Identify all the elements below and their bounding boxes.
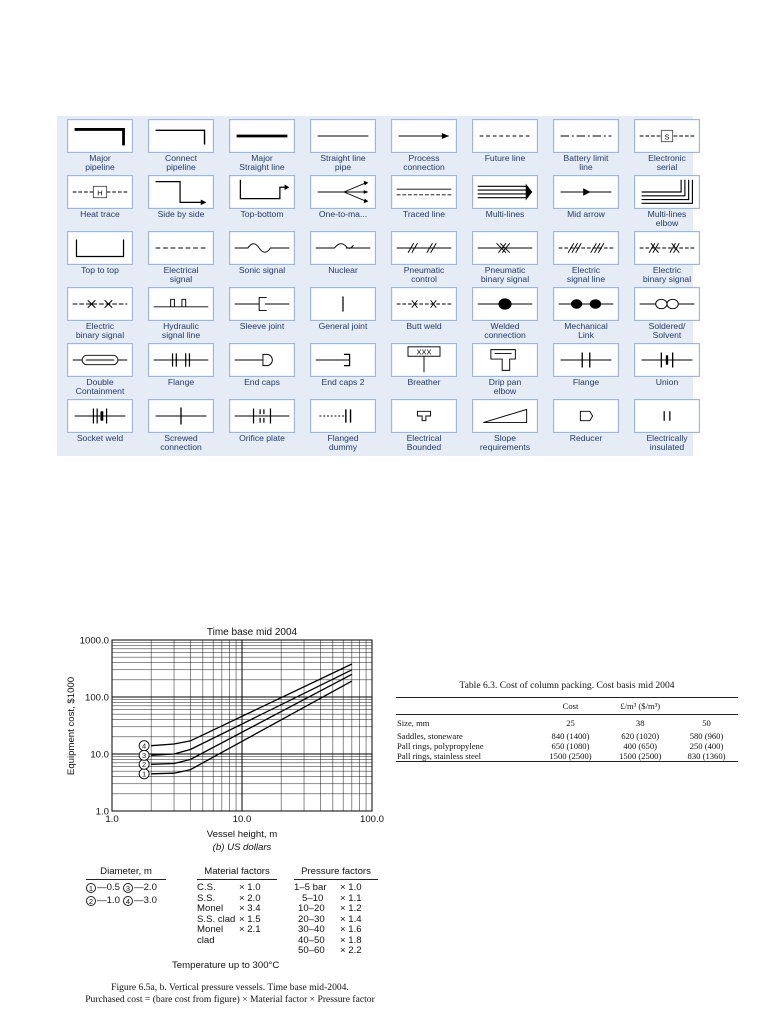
- material-factors: [197, 866, 277, 946]
- x-axis-label: Vessel height, m: [206, 829, 278, 840]
- cell-value: 250 (400): [689, 741, 724, 751]
- palette-item-label: End caps 2: [321, 377, 365, 387]
- table-row: [396, 741, 738, 751]
- material-name: S.S. clad: [197, 913, 236, 925]
- diameter-heading: Diameter, m: [86, 866, 166, 880]
- palette-item-electrical-bounded[interactable]: [385, 399, 463, 453]
- screwed-connection-icon: [149, 400, 213, 432]
- series-label-3: 3: [142, 751, 147, 761]
- size-38: 38: [635, 718, 645, 728]
- electric-binary-signal-icon: [635, 232, 699, 264]
- palette-item-top-to-top[interactable]: [61, 231, 139, 285]
- orifice-plate-icon: [230, 400, 294, 432]
- size-50: 50: [702, 718, 711, 728]
- table-caption: Table 6.3. Cost of column packing. Cost basis mid 2004: [459, 680, 675, 691]
- palette-item-soldered-solvent[interactable]: [628, 287, 706, 341]
- electrically-insulated-icon: [635, 400, 699, 432]
- palette-item-label: Reducer: [569, 433, 603, 443]
- pressure-range: 5–10: [302, 892, 324, 904]
- drip-pan-elbow-icon: [473, 344, 537, 376]
- palette-item-one-to-many[interactable]: [304, 175, 382, 229]
- palette-item-flanged-dummy[interactable]: [304, 399, 382, 453]
- chart-subtitle: (b) US dollars: [212, 842, 272, 852]
- palette-item-label: Drip pan elbow: [488, 377, 522, 396]
- palette-item-label: Soldered/ Solvent: [648, 321, 686, 340]
- diameter-row: [86, 896, 166, 907]
- palette-item-heat-trace[interactable]: [61, 175, 139, 229]
- electrical-bounded-icon: [392, 400, 456, 432]
- palette-item-butt-weld[interactable]: [385, 287, 463, 341]
- table-row: [396, 751, 738, 762]
- pressure-range: 50–60: [298, 945, 325, 956]
- cell-value: 580 (960): [689, 731, 724, 741]
- palette-item-breather[interactable]: [385, 343, 463, 397]
- palette-item-label: Straight line pipe: [320, 153, 366, 172]
- material-name: Monel: [197, 903, 224, 914]
- sonic-signal-icon: [230, 232, 294, 264]
- y-tick-label: 100.0: [84, 692, 109, 704]
- palette-item-connect-pipeline[interactable]: [142, 119, 220, 173]
- y-tick-label: 1000.0: [79, 635, 109, 647]
- end-caps-icon: [230, 344, 294, 376]
- row-name: Saddles, stoneware: [397, 731, 463, 741]
- general-joint-icon: [311, 288, 375, 320]
- flange-icon: [149, 344, 213, 376]
- curve-number-badge: 2: [86, 896, 96, 906]
- diameter-value: —1.0: [97, 894, 120, 906]
- palette-item-major-pipeline[interactable]: [61, 119, 139, 173]
- material-heading: Material factors: [197, 866, 277, 880]
- reducer-icon: [554, 400, 618, 432]
- pressure-factor: × 1.2: [340, 903, 362, 914]
- palette-item-sleeve-joint[interactable]: [223, 287, 301, 341]
- diameter-row: [86, 883, 166, 894]
- palette-item-label: Side by side: [157, 209, 205, 219]
- figure-caption: [60, 982, 400, 1006]
- palette-item-label: Electrical Bounded: [406, 433, 442, 452]
- flange-2-icon: [554, 344, 618, 376]
- header-cost: Cost: [562, 701, 579, 711]
- pressure-heading: Pressure factors: [294, 866, 378, 880]
- pressure-factor: × 1.6: [340, 924, 362, 935]
- column-packing-cost-table: [396, 680, 738, 762]
- row-name: Pall rings, stainless steel: [397, 751, 482, 761]
- side-by-side-icon: [149, 176, 213, 208]
- palette-item-label: Electric signal line: [566, 265, 606, 284]
- breather-icon: [392, 344, 456, 376]
- palette-item-reducer[interactable]: [547, 399, 625, 453]
- diameter-value: —2.0: [134, 882, 157, 893]
- series-label-4: 4: [142, 741, 147, 751]
- palette-item-label: Flange: [167, 377, 195, 387]
- palette-item-label: Butt weld: [406, 321, 442, 331]
- y-tick-label: 10.0: [90, 749, 109, 761]
- palette-item-label: Slope requirements: [479, 433, 531, 452]
- x-tick-label: 10.0: [232, 814, 252, 825]
- mid-arrow-icon: [554, 176, 618, 208]
- palette-item-label: Connect pipeline: [164, 153, 197, 172]
- material-name: clad: [197, 934, 215, 946]
- palette-item-end-caps[interactable]: [223, 343, 301, 397]
- palette-item-electric-binary-signal-2[interactable]: [61, 287, 139, 341]
- major-straight-line-icon: [230, 120, 294, 152]
- material-row: [197, 904, 277, 915]
- palette-item-welded-connection[interactable]: [466, 287, 544, 341]
- diameter-value: —0.5: [97, 882, 120, 893]
- material-name: S.S.: [197, 892, 216, 904]
- series-label-1: 1: [142, 769, 147, 779]
- material-factor: × 2.1: [239, 924, 261, 935]
- y-axis-label: Equipment cost, $1000: [66, 676, 77, 776]
- pressure-row: [294, 925, 378, 936]
- diameter-legend: [86, 866, 166, 906]
- header-unit: £/m³ ($/m³): [620, 701, 661, 711]
- pressure-range: 20–30: [298, 913, 325, 925]
- curve-number-badge: 3: [123, 883, 133, 893]
- palette-item-multi-lines-elbow[interactable]: [628, 175, 706, 229]
- svg-text:XXX: XXX: [416, 347, 432, 357]
- socket-weld-icon: [68, 400, 132, 432]
- pressure-factors: [294, 866, 378, 957]
- traced-line-icon: [392, 176, 456, 208]
- figure-caption-line-2: Purchased cost = (bare cost from figure) × Material factor × Pressure factor: [85, 994, 375, 1005]
- material-name: Monel: [197, 924, 224, 935]
- palette-item-label: Welded connection: [484, 321, 526, 340]
- palette-item-process-connection[interactable]: [385, 119, 463, 173]
- palette-item-label: Breather: [407, 377, 441, 387]
- palette-item-label: Electric binary signal: [75, 321, 125, 340]
- cell-value: 1500 (2500): [619, 751, 662, 761]
- pneumatic-control-icon: [392, 232, 456, 264]
- nuclear-icon: [311, 232, 375, 264]
- palette-item-pneumatic-binary-signal[interactable]: [466, 231, 544, 285]
- palette-item-label: Mid arrow: [567, 209, 605, 219]
- palette-item-straight-line-pipe[interactable]: [304, 119, 382, 173]
- palette-item-label: One-to-ma...: [318, 209, 368, 219]
- palette-item-general-joint[interactable]: [304, 287, 382, 341]
- chart-series: [139, 664, 352, 779]
- butt-weld-icon: [392, 288, 456, 320]
- x-tick-label: 1.0: [105, 814, 119, 825]
- palette-item-label: Flange: [572, 377, 600, 387]
- mechanical-link-icon: [554, 288, 618, 320]
- palette-item-drip-pan-elbow[interactable]: [466, 343, 544, 397]
- pipe-symbol-palette: [57, 116, 693, 456]
- palette-item-label: General joint: [318, 321, 368, 331]
- curve-number-badge: 1: [86, 883, 96, 893]
- palette-item-major-straight-line[interactable]: [223, 119, 301, 173]
- palette-item-label: Double Containment: [75, 377, 125, 396]
- palette-item-mechanical-link[interactable]: [547, 287, 625, 341]
- multi-lines-elbow-icon: [635, 176, 699, 208]
- palette-item-future-line[interactable]: [466, 119, 544, 173]
- material-factor: × 2.0: [239, 892, 261, 904]
- pressure-row: [294, 904, 378, 915]
- palette-item-mid-arrow[interactable]: [547, 175, 625, 229]
- electric-signal-line-icon: [554, 232, 618, 264]
- pressure-range: 1–5 bar: [294, 882, 327, 893]
- palette-item-label: End caps: [244, 377, 280, 387]
- palette-item-sonic-signal[interactable]: [223, 231, 301, 285]
- pressure-factor: × 2.2: [340, 945, 362, 956]
- palette-item-top-bottom[interactable]: [223, 175, 301, 229]
- palette-item-double-containment[interactable]: [61, 343, 139, 397]
- palette-item-multi-lines[interactable]: [466, 175, 544, 229]
- hydraulic-signal-line-icon: [149, 288, 213, 320]
- pressure-range: 40–50: [298, 934, 325, 946]
- material-row: [197, 883, 277, 894]
- palette-item-label: Flanged dummy: [327, 433, 359, 452]
- palette-item-label: Socket weld: [76, 433, 124, 443]
- future-line-icon: [473, 120, 537, 152]
- palette-item-label: Top to top: [81, 265, 119, 275]
- palette-item-orifice-plate[interactable]: [223, 399, 301, 453]
- pressure-factor: × 1.0: [340, 882, 362, 893]
- palette-item-label: Process connection: [403, 153, 445, 172]
- palette-item-label: Electrically insulated: [646, 433, 688, 452]
- one-to-many-icon: [311, 176, 375, 208]
- battery-limit-line-icon: [554, 120, 618, 152]
- palette-item-slope-requirements[interactable]: [466, 399, 544, 453]
- palette-item-electronic-serial[interactable]: [628, 119, 706, 173]
- pressure-row: [294, 883, 378, 894]
- size-label: Size, mm: [397, 718, 430, 728]
- electronic-serial-icon: [635, 120, 699, 152]
- palette-item-label: Future line: [484, 153, 526, 163]
- connect-pipeline-icon: [149, 120, 213, 152]
- electrical-signal-icon: [149, 232, 213, 264]
- cell-value: 830 (1360): [687, 751, 726, 761]
- temperature-note: Temperature up to 300°C: [172, 960, 280, 971]
- material-row: [197, 925, 277, 936]
- palette-item-label: Hydraulic signal line: [161, 321, 201, 340]
- palette-item-label: Sonic signal: [238, 265, 286, 275]
- straight-line-pipe-icon: [311, 120, 375, 152]
- series-label-2: 2: [142, 760, 147, 770]
- palette-item-label: Multi-lines: [485, 209, 525, 219]
- curve-number-badge: 4: [123, 896, 133, 906]
- palette-item-label: Electric binary signal: [642, 265, 692, 284]
- figure-caption-line-1: Figure 6.5a, b. Vertical pressure vessels. Time base mid-2004.: [111, 982, 349, 993]
- chart-grid: [112, 640, 372, 811]
- material-factor: × 1.5: [239, 913, 261, 925]
- chart-title: Time base mid 2004: [206, 627, 298, 638]
- cost-table: [396, 697, 738, 762]
- pressure-row: [294, 946, 378, 957]
- size-25: 25: [566, 718, 575, 728]
- material-name: C.S.: [197, 882, 216, 893]
- palette-item-union[interactable]: [628, 343, 706, 397]
- palette-item-label: Mechanical Link: [564, 321, 608, 340]
- palette-item-socket-weld[interactable]: [61, 399, 139, 453]
- palette-item-label: Top-bottom: [240, 209, 284, 219]
- palette-item-side-by-side[interactable]: [142, 175, 220, 229]
- process-connection-icon: [392, 120, 456, 152]
- palette-item-label: Nuclear: [328, 265, 358, 275]
- table-row: [396, 731, 738, 741]
- palette-item-label: Pneumatic binary signal: [480, 265, 530, 284]
- slope-requirements-icon: [473, 400, 537, 432]
- palette-item-label: Sleeve joint: [239, 321, 285, 331]
- electric-binary-signal-2-icon: [68, 288, 132, 320]
- palette-item-label: Multi-lines elbow: [647, 209, 687, 228]
- svg-text:S: S: [664, 132, 670, 142]
- pressure-factor: × 1.4: [340, 913, 362, 925]
- pressure-factor: × 1.1: [340, 892, 362, 904]
- palette-item-flange-2[interactable]: [547, 343, 625, 397]
- palette-item-pneumatic-control[interactable]: [385, 231, 463, 285]
- palette-item-electric-binary-signal[interactable]: [628, 231, 706, 285]
- double-containment-icon: [68, 344, 132, 376]
- chart-ticks: [80, 636, 384, 826]
- cell-value: 650 (1080): [551, 741, 590, 751]
- palette-item-label: Traced line: [402, 209, 446, 219]
- heat-trace-icon: [68, 176, 132, 208]
- palette-item-label: Major pipeline: [85, 153, 115, 172]
- palette-item-nuclear[interactable]: [304, 231, 382, 285]
- svg-text:H: H: [97, 188, 103, 198]
- palette-item-screwed-connection[interactable]: [142, 399, 220, 453]
- pneumatic-binary-signal-icon: [473, 232, 537, 264]
- welded-connection-icon: [473, 288, 537, 320]
- major-pipeline-icon: [68, 120, 132, 152]
- palette-item-label: Orifice plate: [239, 433, 285, 443]
- pressure-range: 30–40: [298, 924, 325, 935]
- palette-item-label: Electronic serial: [648, 153, 686, 172]
- top-to-top-icon: [68, 232, 132, 264]
- vessel-cost-chart: [60, 626, 390, 852]
- palette-item-flange[interactable]: [142, 343, 220, 397]
- diameter-value: —3.0: [134, 894, 157, 906]
- x-tick-label: 100.0: [359, 814, 385, 825]
- cell-value: 400 (650): [623, 741, 658, 751]
- palette-item-battery-limit-line[interactable]: [547, 119, 625, 173]
- flanged-dummy-icon: [311, 400, 375, 432]
- palette-item-label: Heat trace: [80, 209, 120, 219]
- palette-item-label: Pneumatic control: [403, 265, 445, 284]
- material-factor: × 3.4: [239, 903, 261, 914]
- sleeve-joint-icon: [230, 288, 294, 320]
- cell-value: 620 (1020): [621, 731, 660, 741]
- series-line-4: [151, 664, 352, 746]
- palette-item-electric-signal-line[interactable]: [547, 231, 625, 285]
- soldered-solvent-icon: [635, 288, 699, 320]
- material-factor: × 1.0: [239, 882, 261, 893]
- y-tick-label: 1.0: [95, 806, 109, 818]
- pressure-factor: × 1.8: [340, 934, 362, 946]
- union-icon: [635, 344, 699, 376]
- palette-item-label: Battery limit line: [563, 153, 609, 172]
- end-caps-2-icon: [311, 344, 375, 376]
- palette-item-electrical-signal[interactable]: [142, 231, 220, 285]
- row-name: Pall rings, polypropylene: [397, 741, 484, 751]
- palette-item-end-caps-2[interactable]: [304, 343, 382, 397]
- palette-item-label: Major Straight line: [239, 153, 285, 172]
- material-row: [197, 936, 277, 947]
- pressure-range: 10–20: [298, 903, 325, 914]
- palette-item-label: Union: [655, 377, 679, 387]
- palette-item-hydraulic-signal-line[interactable]: [142, 287, 220, 341]
- palette-item-label: Electrical signal: [163, 265, 199, 284]
- palette-item-label: Screwed connection: [160, 433, 202, 452]
- palette-item-electrically-insulated[interactable]: [628, 399, 706, 453]
- cell-value: 840 (1400): [551, 731, 590, 741]
- palette-item-traced-line[interactable]: [385, 175, 463, 229]
- multi-lines-icon: [473, 176, 537, 208]
- top-bottom-icon: [230, 176, 294, 208]
- cell-value: 1500 (2500): [549, 751, 592, 761]
